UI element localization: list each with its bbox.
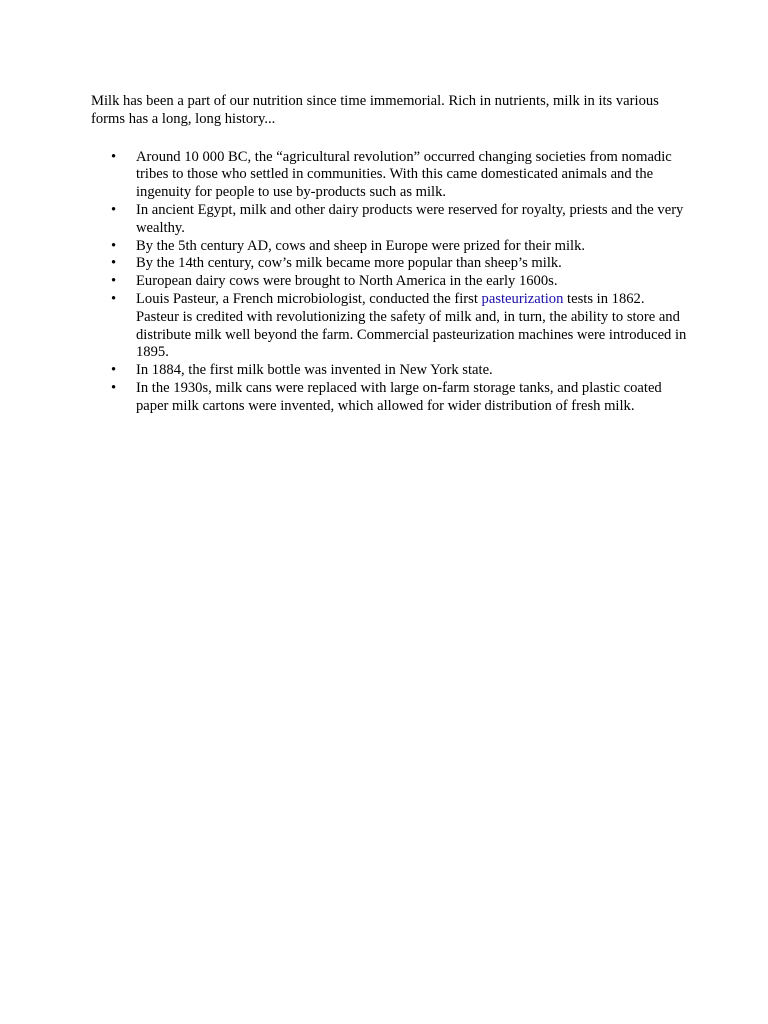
list-item (91, 273, 691, 291)
list-item-text (136, 291, 686, 360)
list-item-text-before-link: Louis Pasteur, a French microbiologist, conducted the first (136, 290, 482, 307)
bullet-icon: • (111, 201, 117, 218)
bullet-icon: • (111, 379, 117, 396)
list-item-text: In ancient Egypt, milk and other dairy products were reserved for royalty, priests and the very wealthy. (136, 201, 684, 236)
intro-paragraph: Milk has been a part of our nutrition since time immemorial. Rich in nutrients, milk in its various forms has a long, long history... (91, 93, 659, 127)
list-item-text: In 1884, the first milk bottle was invented in New York state. (136, 362, 493, 379)
list-item-text: By the 5th century AD, cows and sheep in Europe were prized for their milk. (136, 237, 586, 254)
bullet-icon: • (111, 273, 117, 290)
list-item (91, 291, 691, 362)
history-bullet-list (91, 149, 691, 416)
document-page (91, 93, 691, 416)
bullet-icon: • (111, 237, 117, 254)
list-item-text: In the 1930s, milk cans were replaced with large on-farm storage tanks, and plastic coated paper milk cartons were invented, which allowed for wider distribution of fresh milk. (136, 379, 662, 414)
list-item-text: European dairy cows were brought to North America in the early 1600s. (136, 273, 558, 290)
list-item (91, 255, 691, 273)
bullet-icon: • (111, 148, 117, 165)
list-item (91, 380, 691, 416)
list-item (91, 362, 691, 380)
bullet-icon: • (111, 290, 117, 307)
bullet-icon: • (111, 255, 117, 272)
bullet-icon: • (111, 362, 117, 379)
list-item-text: By the 14th century, cow’s milk became more popular than sheep’s milk. (136, 255, 562, 272)
list-item (91, 238, 691, 256)
list-item (91, 149, 691, 202)
list-item (91, 202, 691, 238)
list-item-text: Around 10 000 BC, the “agricultural revolution” occurred changing societies from nomadic tribes to those who settled in communities. With this came domesticated animals and the ingenuity for people to use by-products such as milk. (136, 148, 672, 201)
pasteurization-link[interactable]: pasteurization (481, 290, 564, 307)
list-item-text-after-link: tests in 1862. Pasteur is credited with revolutionizing the safety of milk and, in turn, the ability to store and distribute milk well beyond the farm. Commercial pasteurization machines were introduced in 1895. (136, 290, 687, 361)
